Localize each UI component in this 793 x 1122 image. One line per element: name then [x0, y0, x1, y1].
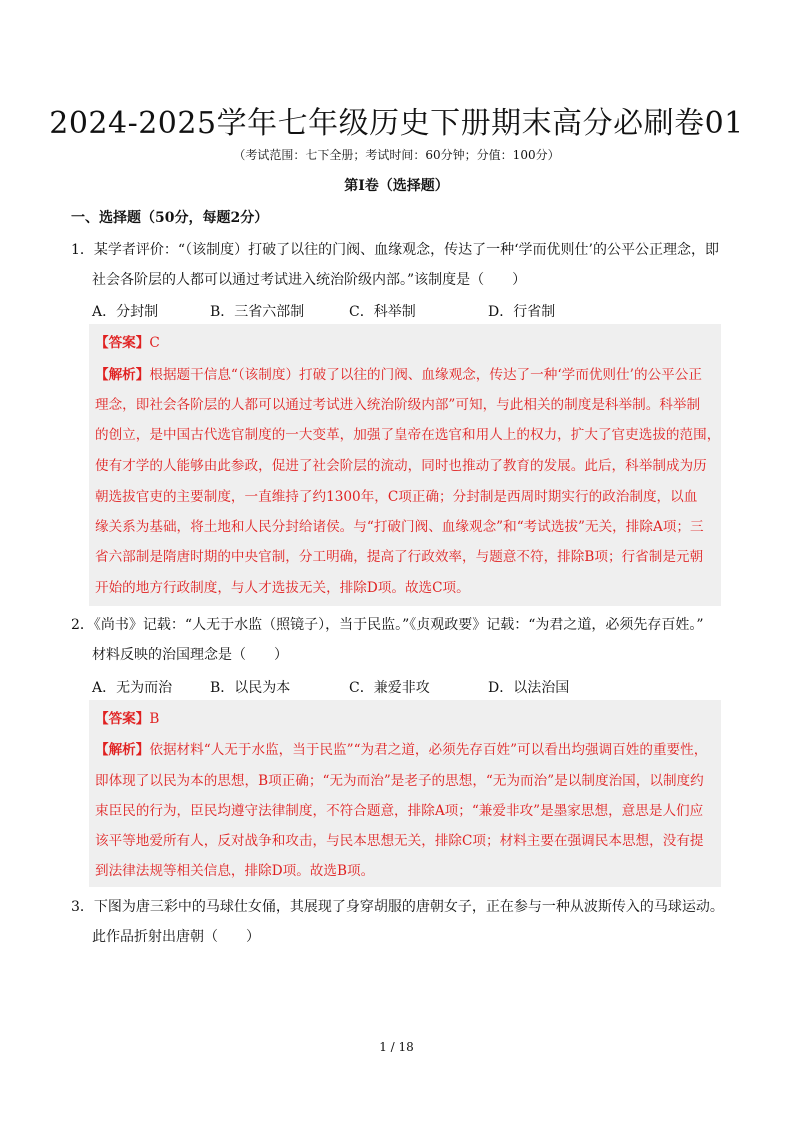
question-2-analysis-line-4: 该平等地爱所有人，反对战争和攻击，与民本思想无关，排除C项；材料主要在强调民本思想，没有提 [95, 833, 704, 849]
page-title: 2024-2025学年七年级历史下册期末高分必刷卷01 [49, 106, 744, 141]
answer-tag: 【答案】 [95, 335, 150, 351]
question-1-analysis-line-4: 使有才学的人能够由此参政，促进了社会阶层的流动，同时也推动了教育的发展。此后，科举制成为历 [95, 458, 707, 474]
question-3-stem-line-2: 此作品折射出唐朝（ ） [92, 929, 260, 945]
question-1-analysis-line-3: 的创立，是中国古代选官制度的一大变革，加强了皇帝在选官和用人上的权力，扩大了官吏选拔的范围， [95, 427, 721, 443]
answer-tag: 【答案】 [95, 711, 150, 727]
question-2-option-a: A．无为而治 [92, 680, 173, 696]
question-1-option-a: A．分封制 [92, 304, 159, 320]
analysis-text: 根据题干信息“（该制度）打破了以往的门阀、血缘观念，传达了一种‘学而优则仕’的公平公正 [149, 367, 702, 383]
question-2-answer [95, 707, 159, 727]
answer-value: B [149, 711, 160, 727]
question-2-stem-line-1: 2．《尚书》记载：“人无于水监（照镜子），当于民监。”《贞观政要》记载：“为君之道，必须先存百姓。” [71, 617, 704, 633]
analysis-text: 依据材料“人无于水监，当于民监”“为君之道，必须先存百姓”可以看出均强调百姓的重要性， [149, 742, 708, 758]
page-number: 1 / 18 [379, 1040, 414, 1054]
question-1-answer [95, 331, 160, 351]
answer-value: C [149, 335, 160, 351]
part-heading: 第Ⅰ卷（选择题） [344, 178, 449, 194]
question-2-option-b: B．以民为本 [210, 680, 291, 696]
question-1-stem-line-2: 社会各阶层的人都可以通过考试进入统治阶级内部。”该制度是（ ） [92, 272, 527, 288]
question-2-option-c: C．兼爱非攻 [349, 680, 430, 696]
question-1-analysis-line-7: 省六部制是隋唐时期的中央官制，分工明确，提高了行政效率，与题意不符，排除B项；行省制是元朝 [95, 549, 704, 565]
question-2-option-d: D．以法治国 [488, 680, 570, 696]
question-3-stem-line-1: 3．下图为唐三彩中的马球仕女俑，其展现了身穿胡服的唐朝女子，正在参与一种从波斯传入的马球运动。 [71, 899, 724, 915]
exam-info: （考试范围：七下全册；考试时间：60分钟；分值：100分） [233, 148, 560, 162]
analysis-tag: 【解析】 [95, 742, 150, 758]
question-1-analysis-line-8: 开始的地方行政制度，与人才选拔无关，排除D项。故选C项。 [95, 580, 470, 596]
question-1-stem-line-1: 1．某学者评价：“（该制度）打破了以往的门阀、血缘观念，传达了一种‘学而优则仕’的公平公正理念，即 [71, 242, 719, 258]
question-1-analysis-line-5: 朝选拔官吏的主要制度，一直维持了约1300年，C项正确；分封制是西周时期实行的政治制度，以血 [95, 489, 698, 505]
question-1-option-c: C．科举制 [349, 304, 416, 320]
question-2-stem-line-2: 材料反映的治国理念是（ ） [92, 647, 288, 663]
question-1-analysis-line-1 [95, 363, 702, 383]
analysis-tag: 【解析】 [95, 367, 150, 383]
question-1-answer-box [89, 324, 721, 606]
question-1-analysis-line-6: 缘关系为基础，将土地和人民分封给诸侯。与“打破门阀、血缘观念”和“考试选拔”无关，排除A项；三 [95, 519, 704, 535]
question-1-analysis-line-2: 理念，即社会各阶层的人都可以通过考试进入统治阶级内部”可知，与此相关的制度是科举制。科举制 [95, 397, 701, 413]
question-2-analysis-line-1 [95, 738, 707, 758]
question-2-answer-box [89, 700, 721, 887]
question-2-analysis-line-2: 即体现了以民为本的思想，B项正确；“无为而治”是老子的思想，“无为而治”是以制度治国，以制度约 [95, 773, 704, 789]
section-heading: 一、选择题（50分，每题2分） [71, 210, 269, 226]
question-2-analysis-line-3: 束臣民的行为，臣民均遵守法律制度，不符合题意，排除A项；“兼爱非攻”是墨家思想，意思是人们应 [95, 803, 704, 819]
question-1-option-d: D．行省制 [488, 304, 556, 320]
question-2-analysis-line-5: 到法律法规等相关信息，排除D项。故选B项。 [95, 863, 375, 879]
question-1-option-b: B．三省六部制 [210, 304, 305, 320]
